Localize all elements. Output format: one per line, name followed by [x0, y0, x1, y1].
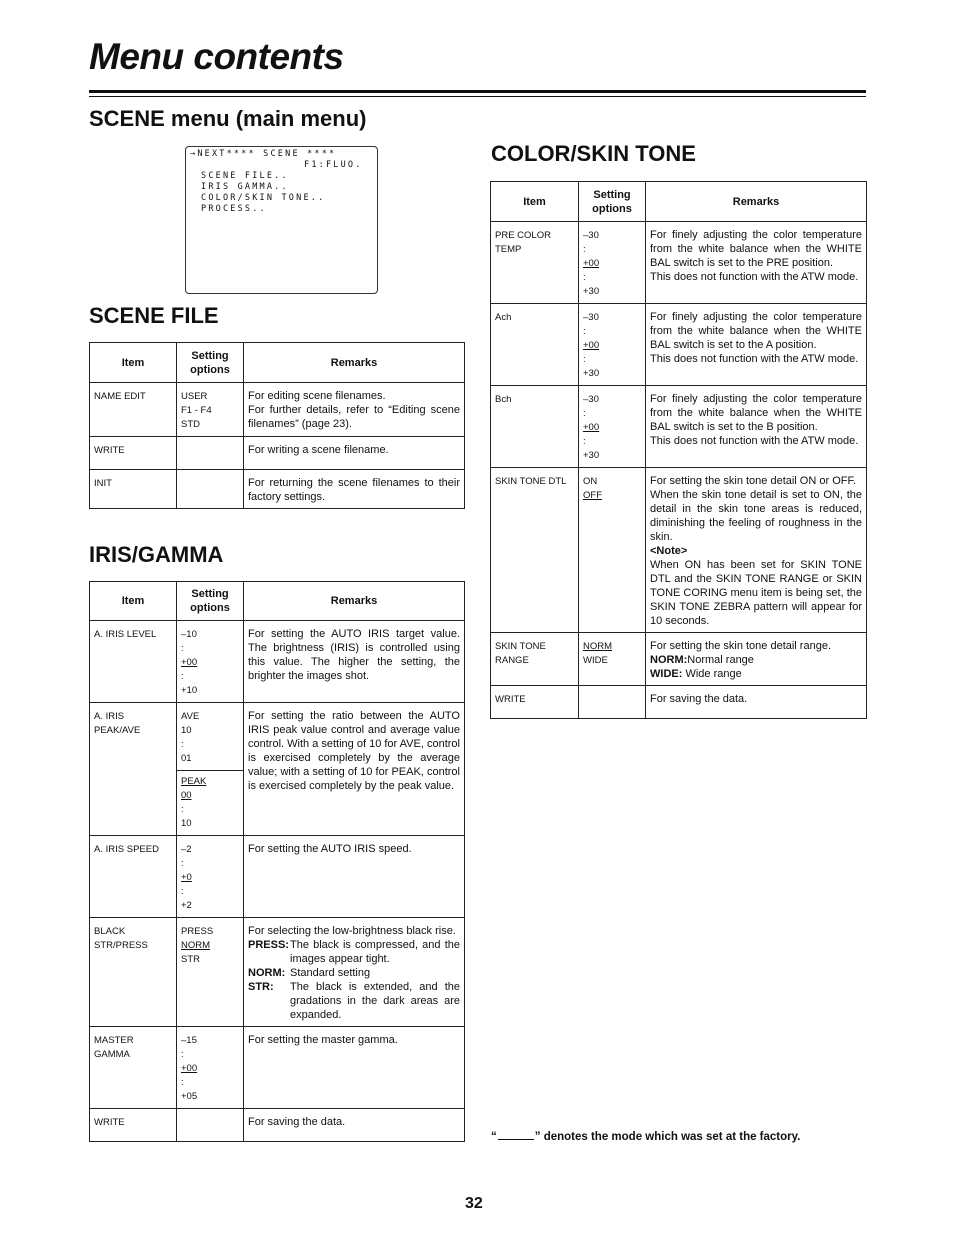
table-row: [491, 468, 867, 633]
title-rule-thin: [89, 96, 866, 97]
setting-cell: [579, 686, 646, 719]
setting-value: 10: [181, 725, 192, 736]
table-row: [90, 918, 465, 1027]
option-wide: WIDE: Wide range: [650, 668, 742, 680]
item-cell: Bch: [491, 386, 579, 468]
option-press: PRESS: The black is compressed, and the images appear tight.: [248, 939, 460, 965]
setting-cell: [579, 468, 646, 633]
setting-value: STD: [181, 419, 200, 430]
scene-menu-heading: SCENE menu (main menu): [89, 106, 367, 131]
remarks-cell: [244, 1109, 465, 1142]
lcd-item: IRIS GAMMA..: [201, 182, 289, 192]
remarks-text: For setting the skin tone detail range.: [650, 640, 831, 652]
setting-value: PEAK: [181, 776, 207, 787]
setting-cell: [177, 836, 244, 918]
underline-sample: [498, 1129, 534, 1140]
lcd-item: SCENE FILE..: [201, 171, 289, 181]
setting-value-default: +0: [181, 872, 192, 883]
remarks-text: For selecting the low-brightness black rise.: [248, 925, 456, 937]
remarks-text: For saving the data.: [650, 693, 748, 705]
remarks-text: For setting the AUTO IRIS speed.: [248, 843, 412, 855]
table-row: [90, 836, 465, 918]
setting-value: 01: [181, 753, 192, 764]
header-remarks: Remarks: [646, 182, 867, 222]
setting-cell: [177, 918, 244, 1027]
remarks-text: For further details, refer to “Editing scene filenames” (page 23).: [248, 404, 460, 430]
iris-gamma-table: [89, 581, 465, 1142]
table-row: [90, 383, 465, 437]
setting-value: –2: [181, 844, 192, 855]
remarks-cell: [646, 386, 867, 468]
factory-default-footnote: [491, 1129, 800, 1143]
setting-value: :: [181, 643, 184, 654]
setting-value: WIDE: [583, 655, 608, 666]
remarks-text: For setting the skin tone detail ON or OFF.: [650, 475, 857, 487]
table-row: [90, 621, 465, 703]
item-cell: WRITE: [90, 1109, 177, 1142]
footnote-open-quote: “: [491, 1131, 497, 1143]
table-row: [90, 1027, 465, 1109]
item-cell: A. IRIS LEVEL: [90, 621, 177, 703]
remarks-cell: [646, 686, 867, 719]
remarks-cell: [244, 918, 465, 1027]
setting-value: :: [583, 408, 586, 419]
setting-value: +10: [181, 685, 198, 696]
page-title: Menu contents: [89, 36, 344, 77]
scene-file-table: [89, 342, 465, 509]
setting-cell: [177, 1109, 244, 1142]
item-cell: WRITE: [90, 437, 177, 470]
setting-value: –30: [583, 312, 599, 323]
setting-value: USER: [181, 391, 208, 402]
setting-cell: [177, 470, 244, 509]
header-setting: Setting options: [579, 182, 646, 222]
remarks-cell: [646, 222, 867, 304]
item-cell: [90, 918, 177, 1027]
header-item: Item: [90, 343, 177, 383]
table-row: [90, 437, 465, 470]
item-cell: A. IRIS SPEED: [90, 836, 177, 918]
item-cell: WRITE: [491, 686, 579, 719]
item-line: RANGE: [495, 655, 529, 666]
lcd-item: PROCESS..: [201, 204, 267, 214]
setting-value: –10: [181, 629, 197, 640]
setting-value: :: [583, 436, 586, 447]
remarks-cell: [646, 633, 867, 686]
item-cell: [491, 633, 579, 686]
setting-value-default: +00: [583, 340, 600, 351]
remarks-text: When the skin tone detail is set to ON, the detail in the skin tone areas is reduced, diminishing the feeling of roughness in the skin.: [650, 489, 862, 543]
setting-value: :: [181, 858, 184, 869]
setting-value-default: +00: [583, 422, 600, 433]
option-norm: NORM: Standard setting: [248, 967, 371, 979]
item-line: STR/PRESS: [94, 940, 148, 951]
setting-value: PRESS: [181, 926, 214, 937]
header-setting: Setting options: [177, 343, 244, 383]
setting-cell: [177, 621, 244, 703]
item-line: BLACK: [94, 926, 126, 937]
setting-value: :: [181, 804, 184, 815]
item-cell: MASTER GAMMA: [90, 1027, 177, 1109]
table-row: [90, 470, 465, 509]
setting-value: +05: [181, 1091, 198, 1102]
item-cell: SKIN TONE DTL: [491, 468, 579, 633]
setting-value: :: [583, 326, 586, 337]
remarks-cell: [244, 621, 465, 703]
remarks-cell: [244, 703, 465, 836]
footnote-text: ” denotes the mode which was set at the factory.: [534, 1131, 801, 1143]
remarks-text: For editing scene filenames.: [248, 390, 386, 402]
setting-value: ON: [583, 476, 598, 487]
setting-value: :: [181, 1077, 184, 1088]
setting-value-default: NORM: [181, 940, 211, 951]
remarks-cell: [244, 437, 465, 470]
setting-value: +30: [583, 450, 600, 461]
remarks-text: For setting the AUTO IRIS target value. The brightness (IRIS) is controlled using this value. The higher the setting, the brighter the images shot.: [248, 628, 460, 682]
setting-value: :: [583, 272, 586, 283]
remarks-text: For finely adjusting the color temperature from the white balance when the WHITE BAL switch is set to the A position.: [650, 311, 862, 351]
option-norm: NORM:Normal range: [650, 654, 754, 666]
remarks-text: For setting the master gamma.: [248, 1034, 398, 1046]
note-label: <Note>: [650, 545, 688, 557]
remarks-cell: [646, 468, 867, 633]
remarks-text: This does not function with the ATW mode.: [650, 271, 859, 283]
setting-cell: [177, 703, 244, 836]
setting-value: :: [583, 244, 586, 255]
header-item: Item: [491, 182, 579, 222]
item-cell: NAME EDIT: [90, 383, 177, 437]
setting-value: :: [181, 1049, 184, 1060]
table-row: [90, 703, 465, 836]
item-cell: INIT: [90, 470, 177, 509]
note-text: When ON has been set for SKIN TONE DTL and the SKIN TONE RANGE or SKIN TONE CORING menu item is being set, the SKIN TONE ZEBRA pattern will appear for 10 seconds.: [650, 559, 862, 627]
option-str: STR: The black is extended, and the gradations in the dark areas are expanded.: [248, 981, 460, 1021]
item-cell: PRE COLOR TEMP: [491, 222, 579, 304]
setting-value: F1 - F4: [181, 405, 212, 416]
remarks-cell: [244, 470, 465, 509]
remarks-cell: [244, 1027, 465, 1109]
setting-value-default: NORM: [583, 641, 613, 652]
iris-gamma-heading: IRIS/GAMMA: [89, 542, 224, 567]
setting-value: :: [583, 354, 586, 365]
remarks-text: For saving the data.: [248, 1116, 346, 1128]
header-setting: Setting options: [177, 582, 244, 621]
header-item: Item: [90, 582, 177, 621]
scene-file-heading: SCENE FILE: [89, 303, 219, 328]
table-row: [491, 386, 867, 468]
item-line: SKIN TONE: [495, 641, 546, 652]
remarks-text: For finely adjusting the color temperature from the white balance when the WHITE BAL switch is set to the B position.: [650, 393, 862, 433]
setting-value: 10: [181, 818, 192, 829]
color-skin-table: [490, 181, 867, 719]
remarks-cell: [646, 304, 867, 386]
setting-value: –30: [583, 230, 599, 241]
remarks-text: For finely adjusting the color temperature from the white balance when the WHITE BAL switch is set to the PRE position.: [650, 229, 862, 269]
setting-cell: [177, 383, 244, 437]
color-skin-heading: COLOR/SKIN TONE: [491, 141, 696, 166]
table-row: [491, 686, 867, 719]
remarks-cell: [244, 836, 465, 918]
setting-cell: [579, 222, 646, 304]
setting-value-default: +00: [181, 1063, 198, 1074]
page-number: 32: [465, 1195, 483, 1212]
setting-value: +30: [583, 368, 600, 379]
setting-cell: [579, 633, 646, 686]
setting-value: STR: [181, 954, 200, 965]
remarks-text: For writing a scene filename.: [248, 444, 389, 456]
setting-cell: [579, 386, 646, 468]
table-row: [491, 633, 867, 686]
lcd-line-next: →NEXT**** SCENE ****: [190, 149, 337, 159]
item-cell: Ach: [491, 304, 579, 386]
remarks-text: This does not function with the ATW mode.: [650, 435, 859, 447]
setting-value: +30: [583, 286, 600, 297]
setting-cell: [177, 1027, 244, 1109]
item-cell: A. IRIS PEAK/AVE: [90, 703, 177, 836]
setting-value: –30: [583, 394, 599, 405]
setting-value: +2: [181, 900, 192, 911]
setting-value-default: OFF: [583, 490, 602, 501]
header-remarks: Remarks: [244, 343, 465, 383]
setting-value-default: +00: [181, 657, 198, 668]
setting-value: :: [181, 739, 184, 750]
setting-value: –15: [181, 1035, 197, 1046]
lcd-item: COLOR/SKIN TONE..: [201, 193, 326, 203]
title-rule-thick: [89, 90, 866, 93]
lcd-menu-display: [185, 146, 378, 294]
lcd-line-file: F1:FLUO.: [304, 160, 363, 170]
setting-value: AVE: [181, 711, 200, 722]
table-row: [491, 304, 867, 386]
table-row: [90, 1109, 465, 1142]
header-remarks: Remarks: [244, 582, 465, 621]
table-row: [491, 222, 867, 304]
remarks-text: This does not function with the ATW mode.: [650, 353, 859, 365]
setting-cell: [579, 304, 646, 386]
setting-cell: [177, 437, 244, 470]
setting-value-default: 00: [181, 790, 192, 801]
setting-value-default: +00: [583, 258, 600, 269]
remarks-text: For setting the ratio between the AUTO IRIS peak value control and average value control. With a setting of 10 for AVE, control is exercised completely by the average value; with a setting of 10 for PEAK, control is exercised completely by the peak value.: [248, 710, 460, 792]
setting-value: :: [181, 886, 184, 897]
remarks-cell: [244, 383, 465, 437]
remarks-text: For returning the scene filenames to their factory settings.: [248, 477, 460, 503]
setting-value: :: [181, 671, 184, 682]
